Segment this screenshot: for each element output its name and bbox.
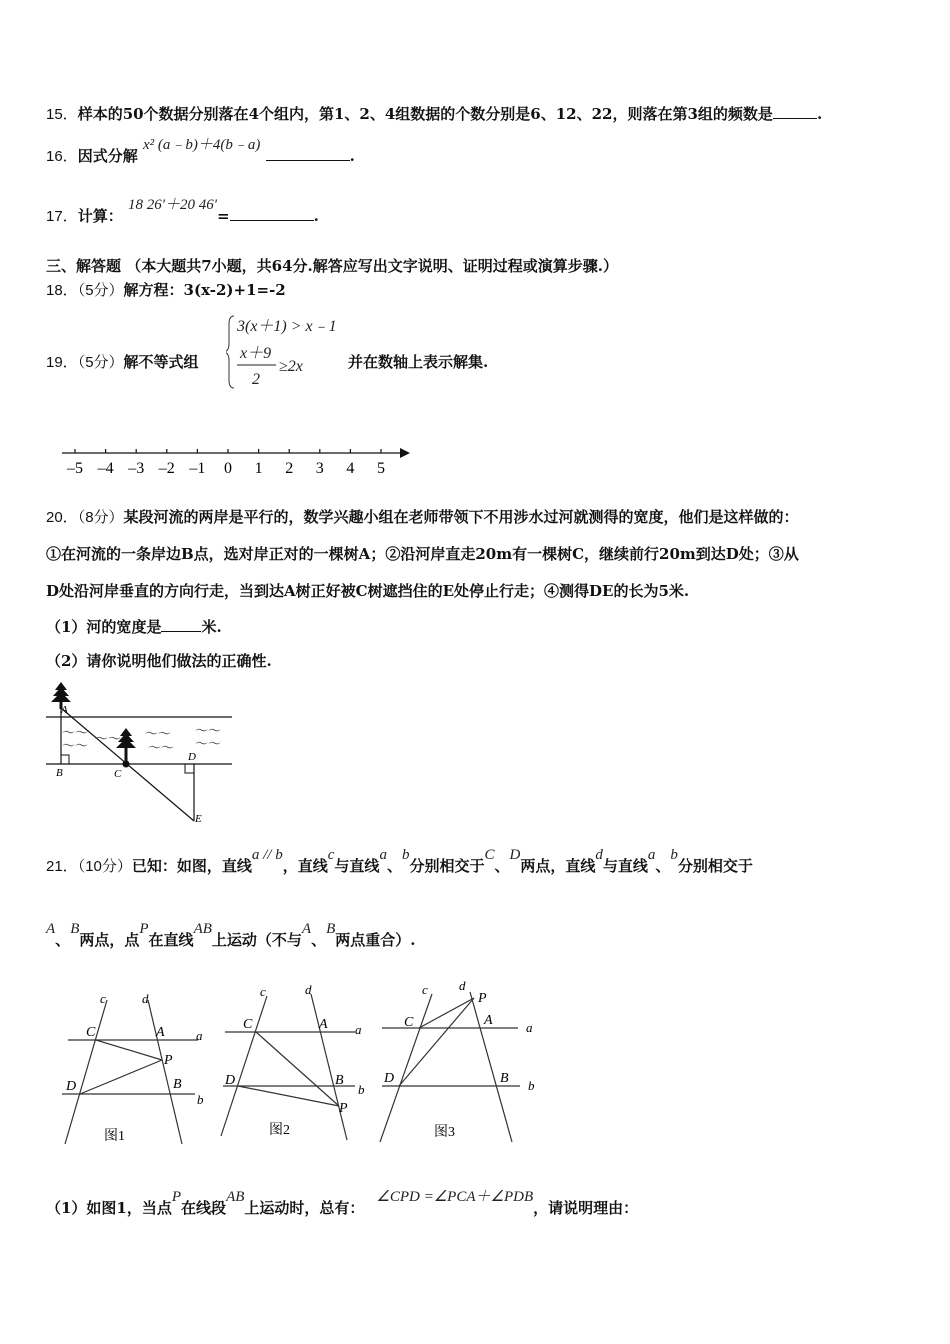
inequality-1: 3(x＋1) > x﹣1 (237, 318, 337, 335)
label: D (384, 1071, 395, 1086)
fraction-denominator: 2 (252, 371, 260, 388)
number-line-tick-label: 3 (315, 460, 324, 477)
wave-icon: ～～ (95, 731, 122, 746)
label: d (459, 978, 466, 993)
question-number: 15． (46, 106, 78, 123)
label: A (156, 1025, 165, 1040)
wave-icon: ～～ (148, 740, 175, 755)
question-number: 17． (46, 208, 78, 225)
label-E: E (195, 813, 202, 825)
label: C (86, 1025, 96, 1040)
label: c (100, 991, 106, 1006)
geometry-figure-3 (370, 976, 540, 1146)
question-21-sub1: （1）如图1，当点P在线段AB上运动时，总有：∠CPD =∠PCA＋∠PDB，请说明理由： (46, 1189, 639, 1217)
label: A (484, 1013, 493, 1028)
question-20-line1: 20．（8分）某段河流的两岸是平行的，数学兴趣小组在老师带领下不用涉水过河就测得的宽度，他们是这样做的： (46, 508, 799, 526)
number-line-tick-label: 0 (224, 460, 232, 477)
number-line (60, 444, 440, 480)
question-text: 样本的50个数据分别落在4个组内，第1、2、4组数据的个数分别是6、12、22，则落在第3组的频数是 (77, 105, 773, 123)
line-c (65, 1000, 107, 1144)
label: a (196, 1028, 203, 1043)
label: B (173, 1077, 182, 1092)
number-line-tick-label: –2 (158, 460, 175, 477)
label: D (66, 1079, 77, 1094)
segment-CP (419, 998, 474, 1028)
label: d (142, 991, 149, 1006)
segment-CP (96, 1040, 162, 1060)
wave-icon: ～～ (62, 738, 89, 753)
label: c (422, 982, 428, 997)
answer-blank (230, 206, 314, 221)
geometry-figure-2 (215, 980, 375, 1150)
number-line-tick-label: –4 (97, 460, 114, 477)
question-17: 17．计算： 18 26′＋20 46′= . (46, 197, 319, 225)
question-21-line2: A、B两点，点P在直线AB上运动（不与A、B两点重合）. (46, 921, 416, 949)
label: a (526, 1020, 533, 1035)
segment-CP (256, 1032, 339, 1106)
math-expression: x² (a﹣b)＋4(b﹣a) (142, 137, 261, 153)
label-B: B (56, 767, 63, 779)
river-figure (40, 680, 240, 828)
label-A: A (61, 704, 68, 716)
number-line-arrow (400, 448, 410, 458)
wave-icon: ～～ (145, 726, 172, 741)
question-20-sub1: （1）河的宽度是 米. (46, 618, 222, 636)
label: C (404, 1015, 414, 1030)
question-18: 18．（5分）解方程：3(x-2)+1=-2 (46, 281, 286, 299)
question-15: 15．样本的50个数据分别落在4个组内，第1、2、4组数据的个数分别是6、12、22，则落在第3组的频数是 . (46, 105, 823, 123)
question-number: 16． (46, 148, 78, 165)
geometry-figure-1 (60, 984, 220, 1154)
question-text: 计算： (77, 207, 123, 225)
label: b (197, 1092, 204, 1107)
math-expression: 18 26′＋20 46′ (127, 197, 218, 213)
number-line-tick-label: 4 (346, 460, 355, 477)
question-20-sub2: （2）请你说明他们做法的正确性. (46, 652, 272, 670)
number-line-tick-label: 2 (285, 460, 294, 477)
label: b (358, 1082, 365, 1097)
label: B (500, 1071, 509, 1086)
label: C (243, 1017, 253, 1032)
question-20-line2: ①在河流的一条岸边B点，选对岸正对的一棵树A；②沿河岸直走20m有一棵树C，继续前行20m到达D处；③从 (46, 545, 799, 563)
inequality-system (226, 312, 356, 392)
label: P (164, 1053, 173, 1068)
section-title: 三、解答题 （本大题共7小题，共64分.解答应写出文字说明、证明过程或演算步骤.） (46, 257, 618, 275)
label-D: D (188, 751, 196, 763)
figure-caption: 图2 (269, 1123, 290, 1138)
number-line-tick-label: –1 (189, 460, 206, 477)
number-line-tick-label: –3 (128, 460, 145, 477)
number-line-tick-label: 5 (377, 460, 385, 477)
label: a (355, 1022, 362, 1037)
label: d (305, 982, 312, 997)
inequality-2-rhs: ≥2x (279, 358, 303, 375)
question-20-line3: D处沿河岸垂直的方向行走，当到达A树正好被C树遮挡住的E处停止行走；④测得DE的长为5米. (46, 582, 690, 600)
right-angle-D (185, 764, 194, 773)
wave-icon: ～～ (195, 736, 222, 751)
label: c (260, 984, 266, 999)
fraction-numerator: x＋9 (240, 345, 272, 362)
wave-icon: ～～ (62, 725, 89, 740)
answer-blank (773, 104, 817, 119)
figure-caption: 图3 (434, 1125, 455, 1140)
question-19: 19．（5分）解不等式组 (46, 353, 199, 371)
label: D (225, 1073, 236, 1088)
line-d (311, 994, 347, 1140)
segment-DP (238, 1086, 339, 1106)
label: B (335, 1073, 344, 1088)
label-C: C (114, 768, 122, 780)
label: b (528, 1078, 535, 1093)
question-text: 因式分解 (77, 147, 138, 165)
line-d (148, 1000, 182, 1144)
answer-blank (266, 146, 350, 161)
segment-DP (399, 998, 474, 1086)
wave-icon: ～～ (195, 723, 222, 738)
number-line-tick-label: –5 (67, 460, 83, 477)
label: A (319, 1017, 328, 1032)
answer-blank (161, 617, 201, 632)
question-19-tail: 并在数轴上表示解集. (348, 353, 489, 371)
figure-caption: 图1 (104, 1129, 125, 1144)
right-angle-B (61, 755, 69, 764)
label: P (478, 991, 487, 1006)
number-line-tick-label: 1 (254, 460, 263, 477)
math-equation: ∠CPD =∠PCA＋∠PDB (376, 1189, 534, 1205)
question-16: 16．因式分解 x² (a﹣b)＋4(b﹣a) . (46, 137, 355, 165)
segment-DP (80, 1060, 162, 1094)
question-21-line1: 21．（10分）已知：如图，直线a // b，直线c与直线a、b分别相交于C、D两点，直线d与直线a、b分别相交于 (46, 847, 753, 875)
label: P (339, 1101, 348, 1116)
